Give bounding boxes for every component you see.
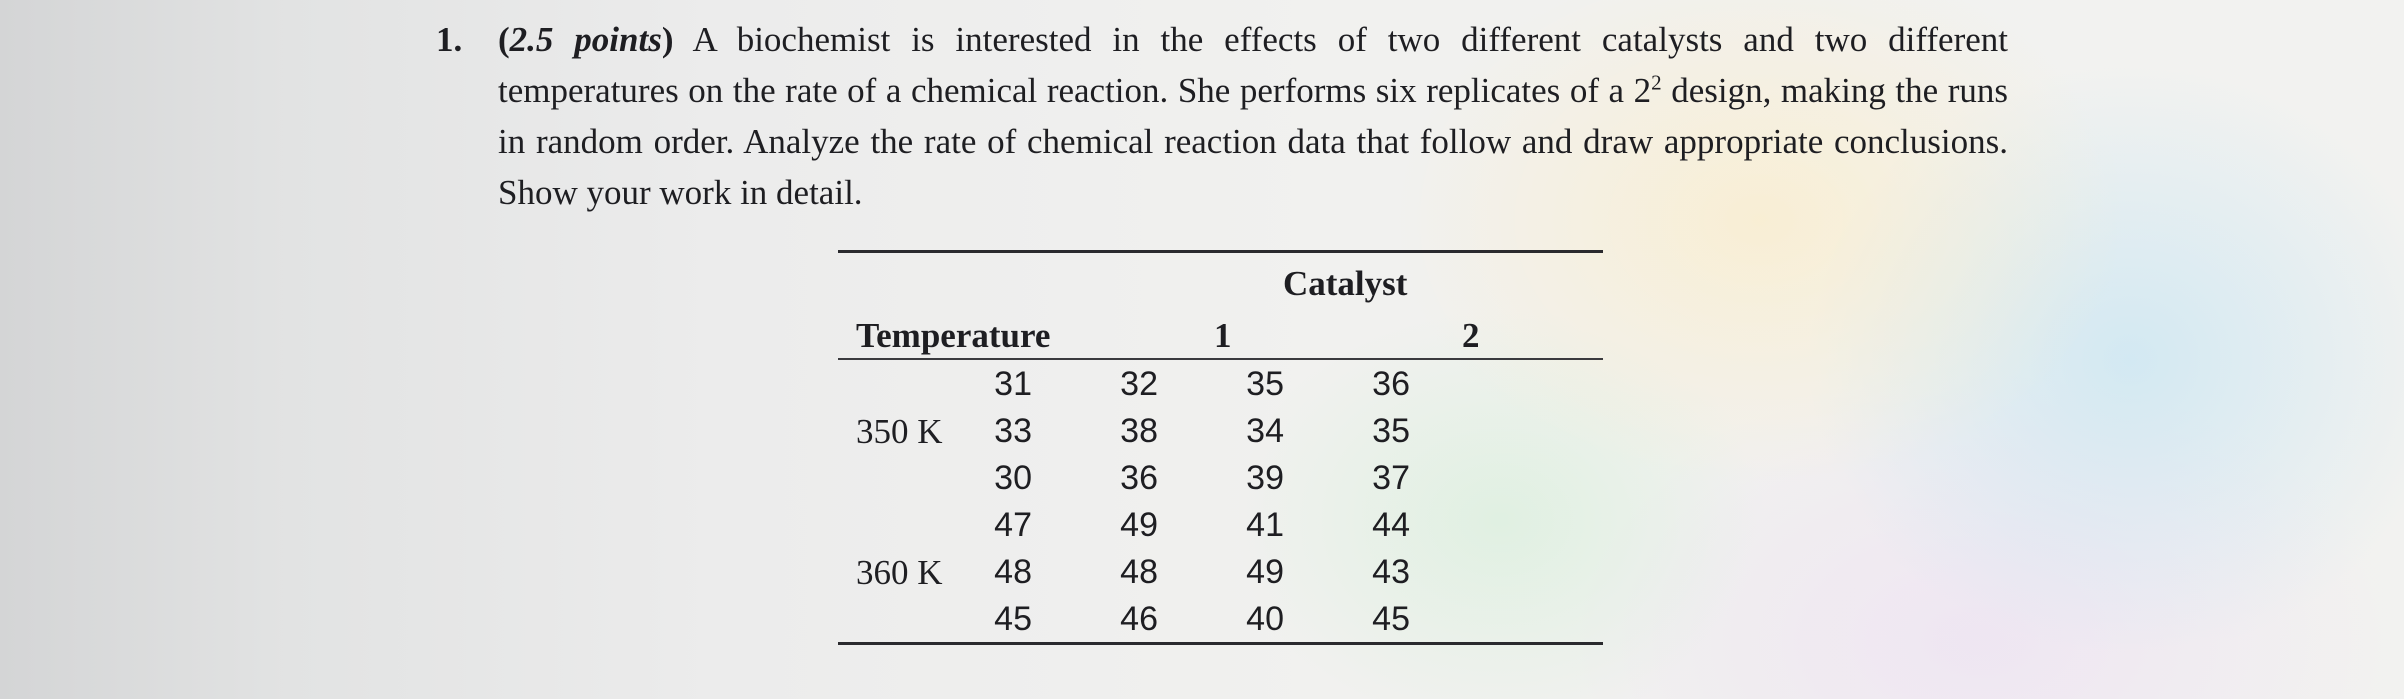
table-cell: 34 (1246, 412, 1284, 450)
table-cell: 49 (1246, 553, 1284, 591)
table-cell: 31 (994, 365, 1032, 403)
table-cell: 38 (1120, 412, 1158, 450)
table-cell: 45 (994, 600, 1032, 638)
catalyst-1-label: 1 (1214, 316, 1232, 355)
table-cell: 43 (1372, 553, 1410, 591)
question-number: 1. (436, 20, 463, 59)
table-cell: 46 (1120, 600, 1158, 638)
row-label-360k: 360 K (856, 553, 943, 592)
table-header-rule (838, 358, 1603, 360)
question-text-part2: design, making the runs in random order. Analyze the rate of chemical reaction data that follow and draw appropriate conclusions. Show your work in detail. (498, 71, 2009, 212)
question-block (436, 14, 2016, 218)
row-label-350k: 350 K (856, 412, 943, 451)
temperature-header: Temperature (856, 316, 1051, 355)
table-cell: 45 (1372, 600, 1410, 638)
catalyst-header: Catalyst (1283, 264, 1408, 303)
table-cell: 41 (1246, 506, 1284, 544)
table-cell: 35 (1246, 365, 1284, 403)
table-cell: 35 (1372, 412, 1410, 450)
question-points-value: 2.5 points (509, 20, 662, 59)
table-cell: 32 (1120, 365, 1158, 403)
table-cell: 49 (1120, 506, 1158, 544)
table-cell: 30 (994, 459, 1032, 497)
table-cell: 44 (1372, 506, 1410, 544)
table-cell: 48 (1120, 553, 1158, 591)
table-cell: 33 (994, 412, 1032, 450)
table-cell: 47 (994, 506, 1032, 544)
question-text (498, 14, 2008, 218)
table-cell: 36 (1372, 365, 1410, 403)
table-cell: 36 (1120, 459, 1158, 497)
question-points: (2.5 points) (498, 20, 674, 59)
table-cell: 48 (994, 553, 1032, 591)
table-top-rule (838, 250, 1603, 253)
table-cell: 40 (1246, 600, 1284, 638)
table-cell: 37 (1372, 459, 1410, 497)
table-bottom-rule (838, 642, 1603, 645)
table-cell: 39 (1246, 459, 1284, 497)
question-text-part1: A biochemist is interested in the effects of two different catalysts and two different temperatures on the rate of a chemical reaction. She performs six replicates of a 2 (498, 20, 2008, 110)
data-table (838, 250, 1603, 650)
catalyst-2-label: 2 (1462, 316, 1480, 355)
design-exponent: 2 (1651, 70, 1662, 95)
